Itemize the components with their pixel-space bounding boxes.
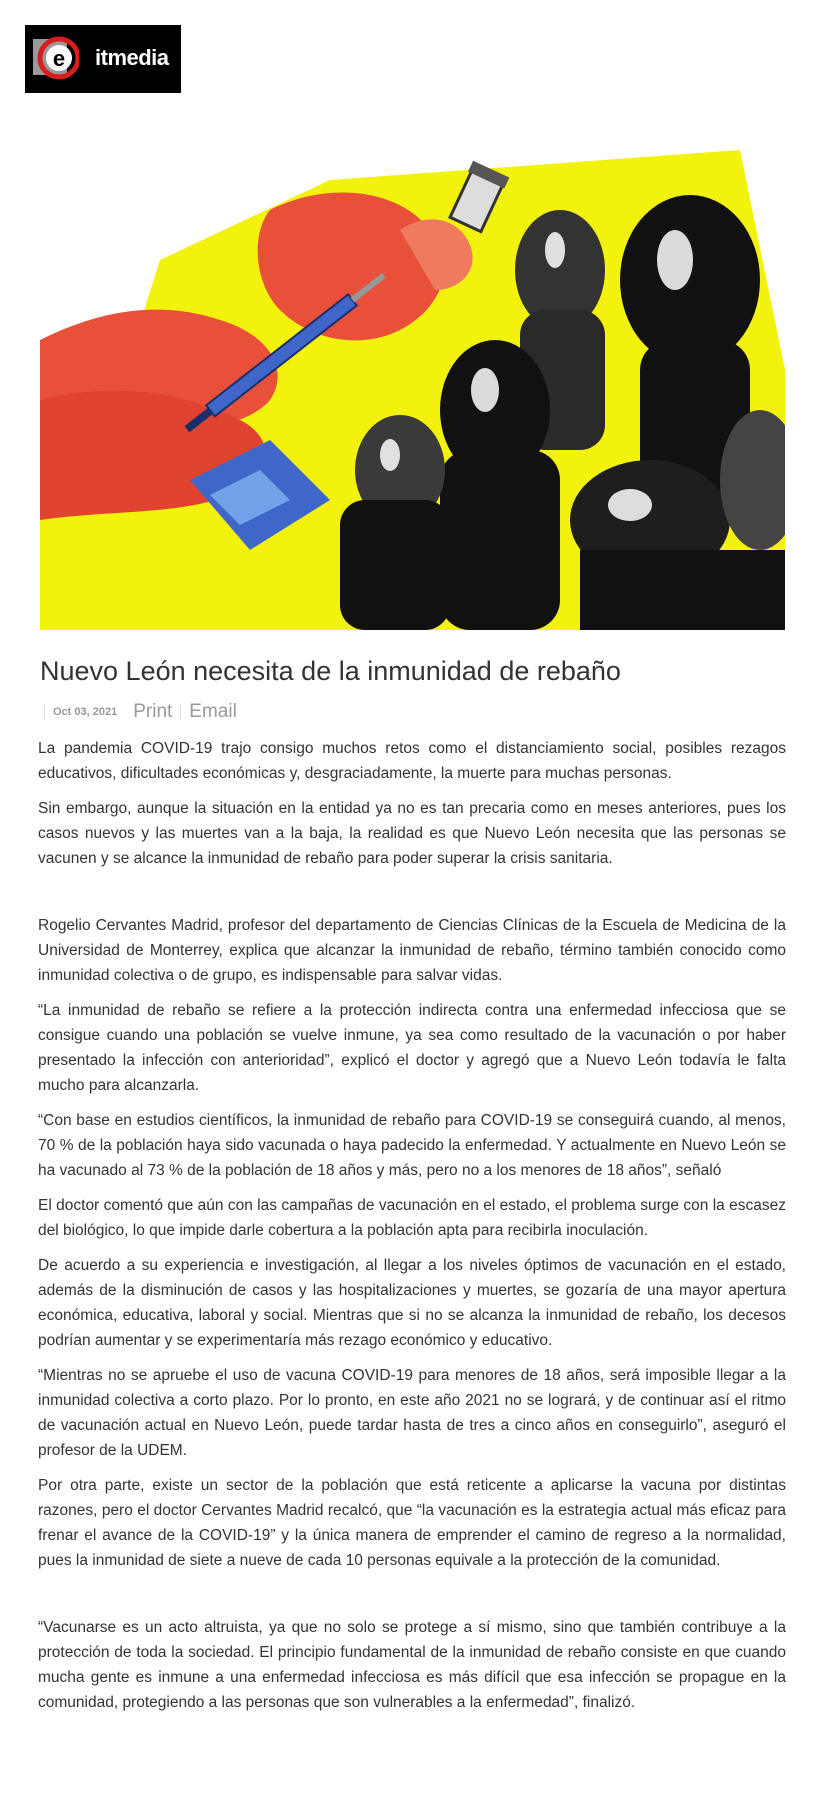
article-paragraph: “La inmunidad de rebaño se refiere a la protección indirecta contra una enfermedad infecciosa que se consigue cuando una población se vuelve inmune, ya sea como resultado de la vacunación o por haber presentado la infección con anterioridad”, explicó el doctor y agregó que a Nuevo León todavía le falta mucho para alcanzarla. [38, 1002, 786, 1094]
article-paragraph: El doctor comentó que aún con las campañas de vacunación en el estado, el problema surge con la escasez del biológico, lo que impide darle cobertura a la población apta para recibirla inoculación. [38, 1197, 786, 1239]
logo-emblem-icon [31, 31, 79, 83]
article-date: Oct 03, 2021 [53, 706, 118, 718]
article-title: Nuevo León necesita de la inmunidad de rebaño [40, 656, 621, 686]
meta-divider [180, 705, 181, 719]
logo-letter: e [52, 46, 66, 71]
print-link[interactable]: Print [133, 701, 173, 722]
logo-text: itmedia [95, 45, 169, 70]
article-paragraph: De acuerdo a su experiencia e investigación, al llegar a los niveles óptimos de vacunación en el estado, además de la disminución de casos y las hospitalizaciones y muertes, se gozaría de una mayor apertura económica, educativa, laboral y social. Mientras que si no se alcanza la inmunidad de rebaño, los decesos podrían aumentar y se experimentaría más rezago económico y educativo. [38, 1257, 786, 1349]
article-paragraph: La pandemia COVID-19 trajo consigo muchos retos como el distanciamiento social, posibles rezagos educativos, dificultades económicas y, desgraciadamente, la muerte para muchas personas. [38, 740, 786, 782]
article-paragraph: “Con base en estudios científicos, la inmunidad de rebaño para COVID-19 se conseguirá cuando, al menos, 70 % de la población haya sido vacunada o haya padecido la enfermedad. Y actualmente en Nuevo León se ha vacunado al 73 % de la población de 18 años y más, pero no a los menores de 18 años”, señaló [38, 1112, 786, 1179]
article-paragraph: “Mientras no se apruebe el uso de vacuna COVID-19 para menores de 18 años, será imposible llegar a la inmunidad colectiva a corto plazo. Por lo pronto, en este año 2021 no se logrará, y de continuar así el ritmo de vacunación actual en Nuevo León, puede tardar hasta de tres a cinco años en conseguirlo”, aseguró el profesor de la UDEM. [38, 1367, 786, 1459]
vaccination-illustration [40, 150, 785, 630]
article-paragraph: Sin embargo, aunque la situación en la entidad ya no es tan precaria como en meses anteriores, pues los casos nuevos y las muertes van a la baja, la realidad es que Nuevo León necesita que las personas se vacunen y se alcance la inmunidad de rebaño para poder superar la crisis sanitaria. [38, 800, 786, 867]
article-paragraph: Por otra parte, existe un sector de la población que está reticente a aplicarse la vacuna por distintas razones, pero el doctor Cervantes Madrid recalcó, que “la vacunación es la estrategia actual más eficaz para frenar el avance de la COVID-19” y la única manera de emprender el camino de regreso a la normalidad, pues la inmunidad de siete a nueve de cada 10 personas equivale a la protección de la comunidad. [38, 1477, 786, 1569]
hero-image [40, 150, 785, 630]
meta-divider [44, 705, 45, 719]
article-meta [40, 700, 237, 724]
article-body [38, 736, 786, 1725]
article-paragraph: “Vacunarse es un acto altruista, ya que no solo se protege a sí mismo, sino que también contribuye a la protección de toda la sociedad. El principio fundamental de la inmunidad de rebaño consiste en que cuando mucha gente es inmune a una enfermedad infecciosa es más difícil que esa infección se propague en la comunidad, protegiendo a las personas que son vulnerables a la enfermedad”, finalizó. [38, 1619, 786, 1711]
site-logo[interactable] [25, 25, 181, 93]
email-link[interactable]: Email [189, 701, 237, 722]
article-paragraph: Rogelio Cervantes Madrid, profesor del departamento de Ciencias Clínicas de la Escuela de Medicina de la Universidad de Monterrey, explica que alcanzar la inmunidad de rebaño, término también conocido como inmunidad colectiva o de grupo, es indispensable para salvar vidas. [38, 917, 786, 984]
